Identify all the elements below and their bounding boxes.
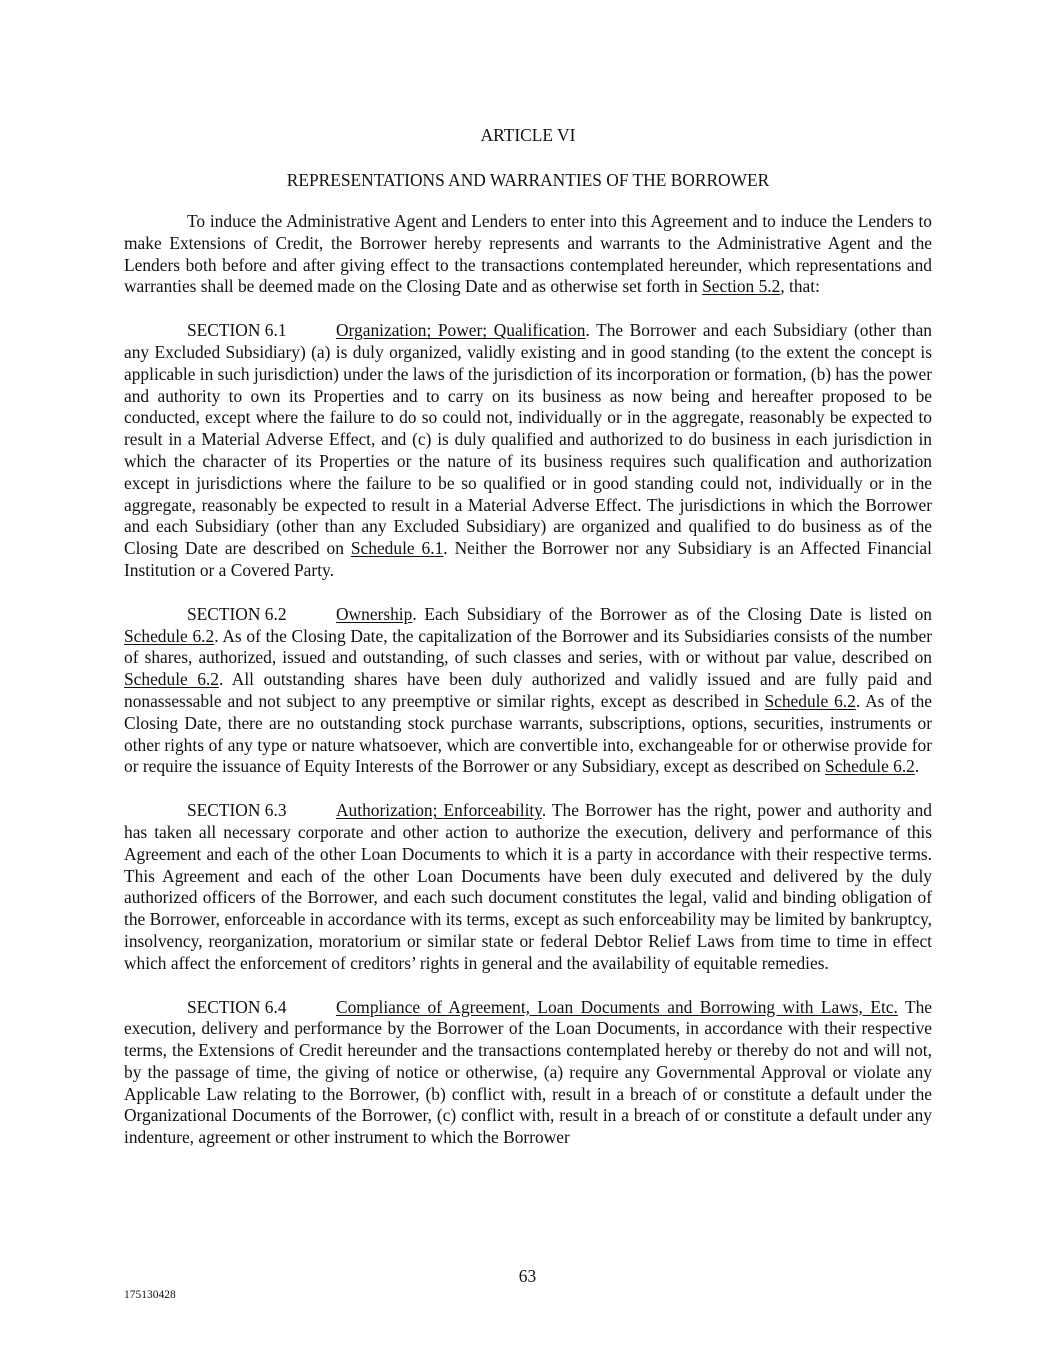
- intro-paragraph: [124, 211, 932, 298]
- section-6-1-paragraph: [124, 320, 932, 582]
- section-reference: Section 5.2: [702, 276, 781, 297]
- page-number: 63: [518, 1266, 537, 1286]
- intro-text: To induce the Administrative Agent and Lenders to enter into this Agreement and to induce the Lenders to make Extensions of Credit, the Borrower hereby represents and warrants to the Administrative Agent and the Lenders both before and after giving effect to the transactions contemplated hereunder, which representations and warranties shall be deemed made on the Closing Date and as otherwise set forth in: [124, 211, 932, 297]
- document-body: [124, 211, 932, 1171]
- section-text: . Neither the Borrower nor any Subsidiary is an Affected Financial Institution or a Covered Party.: [124, 538, 932, 580]
- intro-tail: , that:: [780, 276, 820, 297]
- schedule-reference: Schedule 6.1: [350, 538, 444, 559]
- section-label: SECTION 6.3: [187, 800, 287, 821]
- section-text: . The Borrower and each Subsidiary (other than any Excluded Subsidiary) (a) is duly organized, validly existing and in good standing (to the extent the concept is applicable in such jurisdiction) under the laws of the jurisdiction of its incorporation or formation, (b) has the power and authority to own its Properties and to carry on its business as now being and hereafter proposed to be conducted, except where the failure to do so could not, individually or in the aggregate, reasonably be expected to result in a Material Adverse Effect, and (c) is duly qualified and authorized to do business in each jurisdiction in which the character of its Properties or the nature of its business requires such qualification and authorization except in jurisdictions where the failure to be so qualified or in good standing could not, individually or in the aggregate, reasonably be expected to result in a Material Adverse Effect. The jurisdictions in which the Borrower and each Subsidiary (other than any Excluded Subsidiary) are organized and qualified to do business as of the Closing Date are described on: [124, 320, 933, 559]
- section-text: . Each Subsidiary of the Borrower as of the Closing Date is listed on: [412, 603, 932, 624]
- section-text: . As of the Closing Date, there are no outstanding stock purchase warrants, subscriptions, options, securities, instruments or other rights of any type or nature whatsoever, which are convertible into, exchangeable for or otherwise provide for or require the issuance of Equity Interests of the Borrower or any Subsidiary, except as described on: [124, 690, 932, 777]
- section-label: SECTION 6.4: [187, 996, 287, 1017]
- section-text: The execution, delivery and performance by the Borrower of the Loan Documents, in accordance with their respective terms, the Extensions of Credit hereunder and the transactions contemplated hereby or thereby do not and will not, by the passage of time, the giving of notice or otherwise, (a) require any Governmental Approval or violate any Applicable Law relating to the Borrower, (b) conflict with, result in a breach of or constitute a default under the Organizational Documents of the Borrower, (c) conflict with, result in a breach of or constitute a default under any indenture, agreement or other instrument to which the Borrower: [124, 996, 932, 1148]
- section-6-4-paragraph: [124, 997, 932, 1150]
- schedule-reference: Schedule 6.2: [825, 756, 915, 777]
- section-6-2-paragraph: [124, 604, 932, 778]
- document-id: 175130428: [124, 1289, 176, 1301]
- section-label: SECTION 6.1: [187, 320, 287, 341]
- section-label: SECTION 6.2: [187, 603, 287, 624]
- section-text: . As of the Closing Date, the capitalization of the Borrower and its Subsidiaries consists of the number of shares, authorized, issued and outstanding, of such classes and series, with or without par value, described on: [124, 625, 932, 668]
- schedule-reference: Schedule 6.2: [124, 625, 215, 646]
- article-title: REPRESENTATIONS AND WARRANTIES OF THE BORROWER: [286, 170, 770, 190]
- section-6-3-paragraph: [124, 800, 932, 974]
- section-text: . All outstanding shares have been duly authorized and validly issued and are fully paid and nonassessable and not subject to any preemptive or similar rights, except as described in: [124, 669, 932, 711]
- section-heading: Authorization; Enforceability: [336, 800, 542, 821]
- section-heading: Organization; Power; Qualification: [336, 320, 586, 341]
- section-text: .: [914, 756, 920, 777]
- schedule-reference: Schedule 6.2: [124, 669, 219, 690]
- article-number: ARTICLE VI: [480, 125, 576, 145]
- schedule-reference: Schedule 6.2: [764, 690, 856, 711]
- section-heading: Compliance of Agreement, Loan Documents and Borrowing with Laws, Etc.: [336, 996, 898, 1017]
- section-text: . The Borrower has the right, power and authority and has taken all necessary corporate and other action to authorize the execution, delivery and performance of this Agreement and each of the other Loan Documents to which it is a party in accordance with their respective terms. This Agreement and each of the other Loan Documents have been duly executed and delivered by the duly authorized officers of the Borrower, and each such document constitutes the legal, valid and binding obligation of the Borrower, enforceable in accordance with its terms, except as such enforceability may be limited by bankruptcy, insolvency, reorganization, moratorium or similar state or federal Debtor Relief Laws from time to time in effect which affect the enforcement of creditors’ rights in general and the availability of equitable remedies.: [124, 800, 932, 973]
- section-heading: Ownership: [336, 603, 413, 624]
